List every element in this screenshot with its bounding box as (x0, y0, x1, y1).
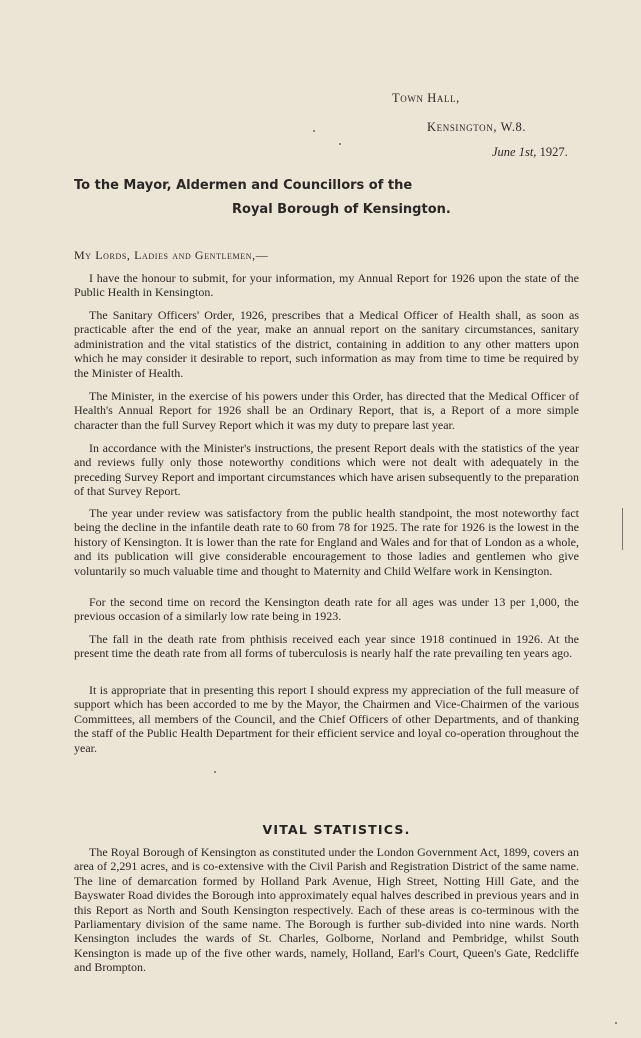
date-month-day: June 1st, (492, 145, 537, 159)
address-line-kensington: Kensington, W.8. (427, 120, 527, 134)
section-heading-text: VITAL STATISTICS. (262, 822, 411, 837)
paragraph-vital-statistics: The Royal Borough of Kensington as constituted under the London Government Act, 1899, covers an area of 2,291 acres, and is co-extensive with the Civil Parish and Registration District of the same name. The line of demarcation formed by Holland Park Avenue, High Street, Notting Hill Gate, and the Bayswater Road divides the Borough into approximately equal halves described in previous years and in this Report as North and South Kensington respectively. Each of these areas is co-terminous with the Parliamentary division of the same name. The Borough is further sub-divided into nine wards. North Kensington includes the wards of St. Charles, Golborne, Norland and Pembridge, whilst South Kensington is made up of the five other wards, namely, Holland, Earl's Court, Queen's Gate, Redcliffe and Brompton. (74, 845, 579, 975)
paragraph-phthisis: The fall in the death rate from phthisis received each year since 1918 continued in 1926. At the present time the death rate from all forms of tuberculosis is nearly half the rate prevailing ten years ago. (74, 632, 579, 661)
paper-speck (313, 130, 315, 132)
paper-speck (339, 143, 341, 145)
date-year: 1927. (536, 145, 568, 159)
margin-pencil-mark (622, 508, 623, 550)
salutation-line-2: Royal Borough of Kensington. (232, 202, 451, 217)
paragraph-minister: The Minister, in the exercise of his powers under this Order, has directed that the Medical Officer of Health's Annual Report for 1926 shall be an Ordinary Report, that is, a Report of a more simple character than the full Survey Report which it was my duty to prepare last year. (74, 389, 579, 432)
salutation-line-1: To the Mayor, Aldermen and Councillors of the (74, 178, 413, 193)
paragraph-appreciation: It is appropriate that in presenting this report I should express my appreciation of the full measure of support which has been accorded to me by the Mayor, the Chairmen and Vice-Chairmen of the various Committees, all members of the Council, and the Chief Officers of other Departments, and of thanking the staff of the Public Health Department for their efficient service and loyal co-operation throughout the year. (74, 683, 579, 755)
address-line-town-hall: Town Hall, (392, 91, 460, 105)
paragraph-intro: I have the honour to submit, for your information, my Annual Report for 1926 upon the state of the Public Health in Kensington. (74, 271, 579, 300)
paragraph-death-rate: For the second time on record the Kensington death rate for all ages was under 13 per 1,000, the previous occasion of a similarly low rate being in 1923. (74, 595, 579, 624)
paper-speck (214, 771, 216, 773)
opening-address: My Lords, Ladies and Gentlemen,— (74, 248, 269, 262)
section-heading-vital-statistics (0, 822, 641, 837)
paragraph-year-review: The year under review was satisfactory from the public health standpoint, the most noteworthy fact being the decline in the infantile death rate to 60 from 78 for 1925. The rate for 1926 is the lowest in the history of Kensington. It is lower than the rate for England and Wales and for that of London as a whole, and its publication will give considerable encouragement to those ladies and gentlemen who give voluntarily so much valuable time and thought to Maternity and Child Welfare work in Kensington. (74, 506, 579, 578)
letter-date (492, 145, 568, 160)
paragraph-instructions: In accordance with the Minister's instructions, the present Report deals with the statistics of the year and reviews fully only those noteworthy conditions which were not dealt with adequately in the preceding Survey Report and important circumstances which have arisen subsequently to the preparation of that Survey Report. (74, 441, 579, 499)
paper-speck (615, 1022, 617, 1024)
paragraph-sanitary-order: The Sanitary Officers' Order, 1926, prescribes that a Medical Officer of Health shall, as soon as practicable after the end of the year, make an annual report on the sanitary circumstances, sanitary administration and the vital statistics of the district, containing in addition to any other matters upon which he may consider it desirable to report, such information as may from time to time be required by the Minister of Health. (74, 308, 579, 380)
